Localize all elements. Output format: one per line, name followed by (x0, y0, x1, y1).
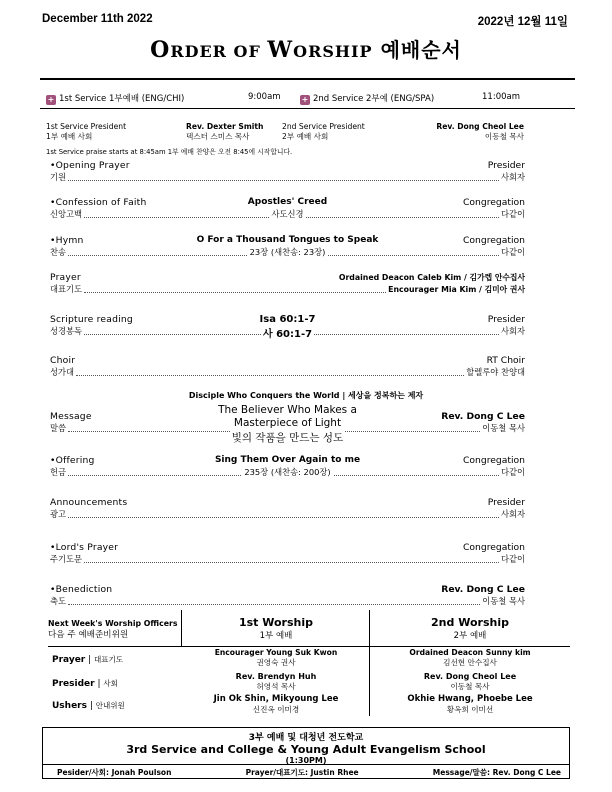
first-presider-label-ko: 1부 예배 사회 (46, 132, 93, 141)
praise-note: 1st Service praise starts at 8:45am 1부 예배 찬양은 오전 8:45에 시작합니다. (46, 148, 293, 156)
officers-row-ushers: Ushers | 안내위원 Jin Ok Shin, Mikyoung Lee 신진옥 이미경 Okhie Hwang, Phoebe Lee 황옥희 이미선 (52, 694, 533, 714)
divider-services (40, 108, 575, 109)
order-item-scripture: Scripture reading Isa 60:1-7 Presider 성경봉독 사회자 사 60:1-7 (50, 314, 525, 340)
officers-col1-header: 1st Worship 1부 예배 (238, 616, 314, 641)
second-service-time: 11:00am (482, 92, 520, 102)
order-item-choir: Choir RT Choir 성가대 할렐루야 찬양대 (50, 355, 525, 377)
title-korean: 예배순서 (380, 38, 462, 62)
sermon-series: Disciple Who Conquers the World | 세상을 정복하는 제자 (188, 391, 424, 400)
order-item-message: Message The Believer Who Makes a Rev. Dong C Lee 말씀 이동철 목사 Masterpiece of Light 빛의 작품을 만드는 성도 (50, 404, 525, 444)
officers-table (48, 610, 570, 716)
plus-icon: + (47, 95, 55, 104)
second-service-label: + 2nd Service 2부예 (ENG/SPA) (301, 94, 435, 104)
date-korean: 2022년 12월 11일 (477, 16, 568, 28)
third-service-time: (1:30PM) (285, 756, 327, 765)
order-item-hymn: •Hymn O For a Thousand Tongues to Speak Congregation 찬송 다같이 23장 (새찬송: 23장) (50, 235, 525, 257)
officers-row-presider: Presider | 사회 Rev. Brendyn Huh 허영석 목사 Rev. Dong Cheol Lee 이동철 목사 (52, 672, 517, 691)
third-service-presider: Pesider/사회: Jonah Poulson (57, 768, 172, 777)
first-presider-name: Rev. Dexter Smith (186, 122, 264, 131)
order-item-benediction: •Benediction Rev. Dong C Lee 축도 이동철 목사 (50, 584, 525, 606)
first-service-time: 9:00am (248, 92, 281, 102)
title-letter-o: O (150, 37, 171, 63)
date-english: December 11th 2022 (42, 13, 153, 25)
order-item-lords-prayer: •Lord's Prayer Congregation 주기도문 다같이 (50, 542, 525, 564)
officers-row-prayer: Prayer | 대표기도 Encourager Young Suk Kwon 권영숙 권사 Ordained Deacon Sunny kim 김선현 안수집사 (52, 648, 531, 667)
third-service-title: 3rd Service and College & Young Adult Evangelism School (126, 743, 486, 756)
officers-header-rule (48, 646, 570, 647)
order-item-opening-prayer: •Opening Prayer Presider 기원 사회자 (50, 160, 525, 182)
third-service-officers (43, 764, 569, 778)
plus-icon: + (301, 95, 309, 104)
third-service-message: Message/말씀: Rev. Dong C Lee (432, 768, 561, 777)
order-item-confession: •Confession of Faith Apostles' Creed Congregation 신앙고백 다같이 사도신경 (50, 197, 525, 219)
officers-heading: Next Week's Worship Officers 다음 주 예배준비위원 (48, 610, 182, 646)
title-letter-w: W (267, 37, 294, 63)
officers-col2-header: 2nd Worship 2부 예배 (431, 616, 509, 641)
order-item-announcements: Announcements Presider 광고 사회자 (50, 497, 525, 519)
title-rest-1: RDER OF (170, 42, 268, 61)
first-service-label: + 1st Service 1부예배 (ENG/CHI) (47, 94, 185, 104)
third-service-prayer: Prayer/대표기도: Justin Rhee (245, 768, 359, 777)
order-item-offering: •Offering Sing Them Over Again to me Congregation 헌금 다같이 235장 (새찬송: 200장) (50, 455, 525, 477)
second-presider-label: 2nd Service President (282, 122, 365, 131)
second-presider-label-ko: 2부 예배 사회 (282, 132, 329, 141)
divider-top (40, 78, 575, 80)
first-presider-name-ko: 덱스터 스미스 목사 (186, 132, 250, 141)
title-rest-2: ORSHIP (293, 42, 373, 61)
second-presider-name: Rev. Dong Cheol Lee (436, 122, 524, 131)
second-presider-name-ko: 이동철 목사 (484, 132, 524, 141)
first-presider-label: 1st Service President (46, 122, 127, 131)
order-item-prayer: Prayer Ordained Deacon Caleb Kim / 김가렙 안수집사 대표기도 Encourager Mia Kim / 김미아 권사 (50, 272, 525, 294)
third-service-title-ko: 3부 예배 및 대청년 전도학교 (248, 733, 364, 743)
third-service-box (42, 727, 570, 779)
page-title (0, 34, 612, 63)
